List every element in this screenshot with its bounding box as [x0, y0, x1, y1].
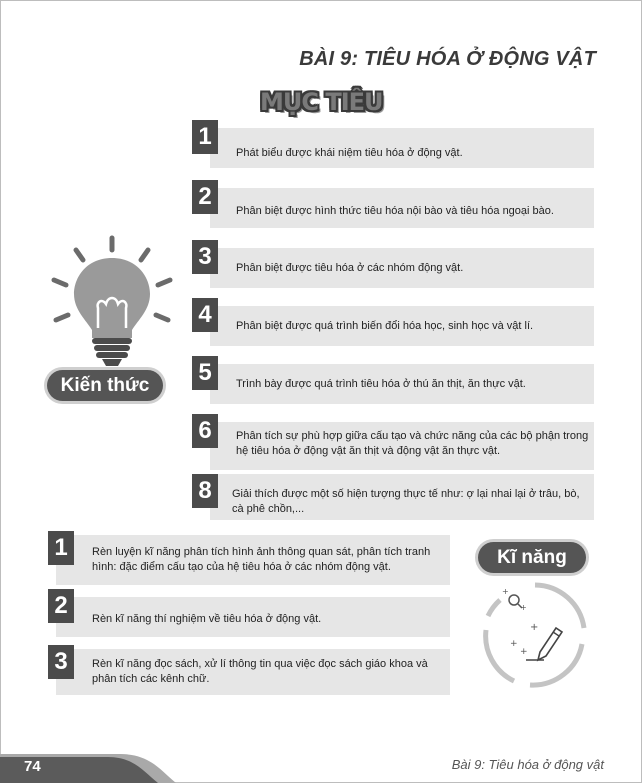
page-title: BÀI 9: TIÊU HÓA Ở ĐỘNG VẬT: [299, 48, 596, 70]
svg-text:+: +: [520, 647, 528, 657]
knowledge-item-number: 8: [192, 474, 218, 508]
knowledge-item-number: 5: [192, 356, 218, 390]
page-number: 74: [24, 758, 41, 775]
knowledge-item-text: Giải thích được một số hiện tượng thực tế như: ợ lại nhai lại ở trâu, bò, cà phê chồn,...: [232, 488, 580, 515]
knowledge-item-text: Phát biểu được khái niệm tiêu hóa ở động vật.: [236, 147, 463, 159]
svg-text:+: +: [510, 639, 518, 649]
knowledge-item-number: 6: [192, 414, 218, 448]
skill-item-number: 3: [48, 645, 74, 679]
skill-item-text: Rèn kĩ năng thí nghiệm về tiêu hóa ở động vật.: [92, 613, 322, 625]
knowledge-item-text: Trình bày được quá trình tiêu hóa ở thú ăn thịt, ăn thực vật.: [236, 378, 526, 390]
knowledge-item-text: Phân tích sự phù hợp giữa cấu tạo và chức năng của các bộ phận trong hệ tiêu hóa ở động vật ăn thịt và động vật ăn thực vật.: [236, 430, 589, 457]
svg-text:+: +: [530, 622, 539, 633]
svg-text:+: +: [520, 603, 527, 612]
knowledge-item-number: 4: [192, 298, 218, 332]
skill-item-text: Rèn luyện kĩ năng phân tích hình ảnh thông quan sát, phân tích tranh hình: đặc điểm cấu tạo của hệ tiêu hóa ở các nhóm động vật.: [92, 546, 431, 573]
knowledge-label: Kiến thức: [47, 370, 163, 401]
footer-lesson-title: Bài 9: Tiêu hóa ở động vật: [451, 757, 604, 772]
skills-illustration-icon: [480, 580, 590, 690]
skill-item-number: 2: [48, 589, 74, 623]
svg-text:+: +: [502, 587, 509, 596]
skill-item-text: Rèn kĩ năng đọc sách, xử lí thông tin qua việc đọc sách giáo khoa và phân tích các kênh chữ.: [92, 658, 428, 685]
lightbulb-icon: [40, 232, 180, 372]
knowledge-item-text: Phân biệt được tiêu hóa ở các nhóm động vật.: [236, 262, 464, 274]
skill-item-number: 1: [48, 531, 74, 565]
knowledge-item-text: Phân biệt được hình thức tiêu hóa nội bào và tiêu hóa ngoại bào.: [236, 205, 554, 217]
knowledge-item-text: Phân biệt được quá trình biến đổi hóa học, sinh học và vật lí.: [236, 320, 534, 332]
skills-label: Kĩ năng: [478, 542, 586, 573]
objectives-heading: MỤC TIÊU: [260, 88, 383, 116]
knowledge-item-number: 1: [192, 120, 218, 154]
knowledge-item-number: 2: [192, 180, 218, 214]
knowledge-item-number: 3: [192, 240, 218, 274]
